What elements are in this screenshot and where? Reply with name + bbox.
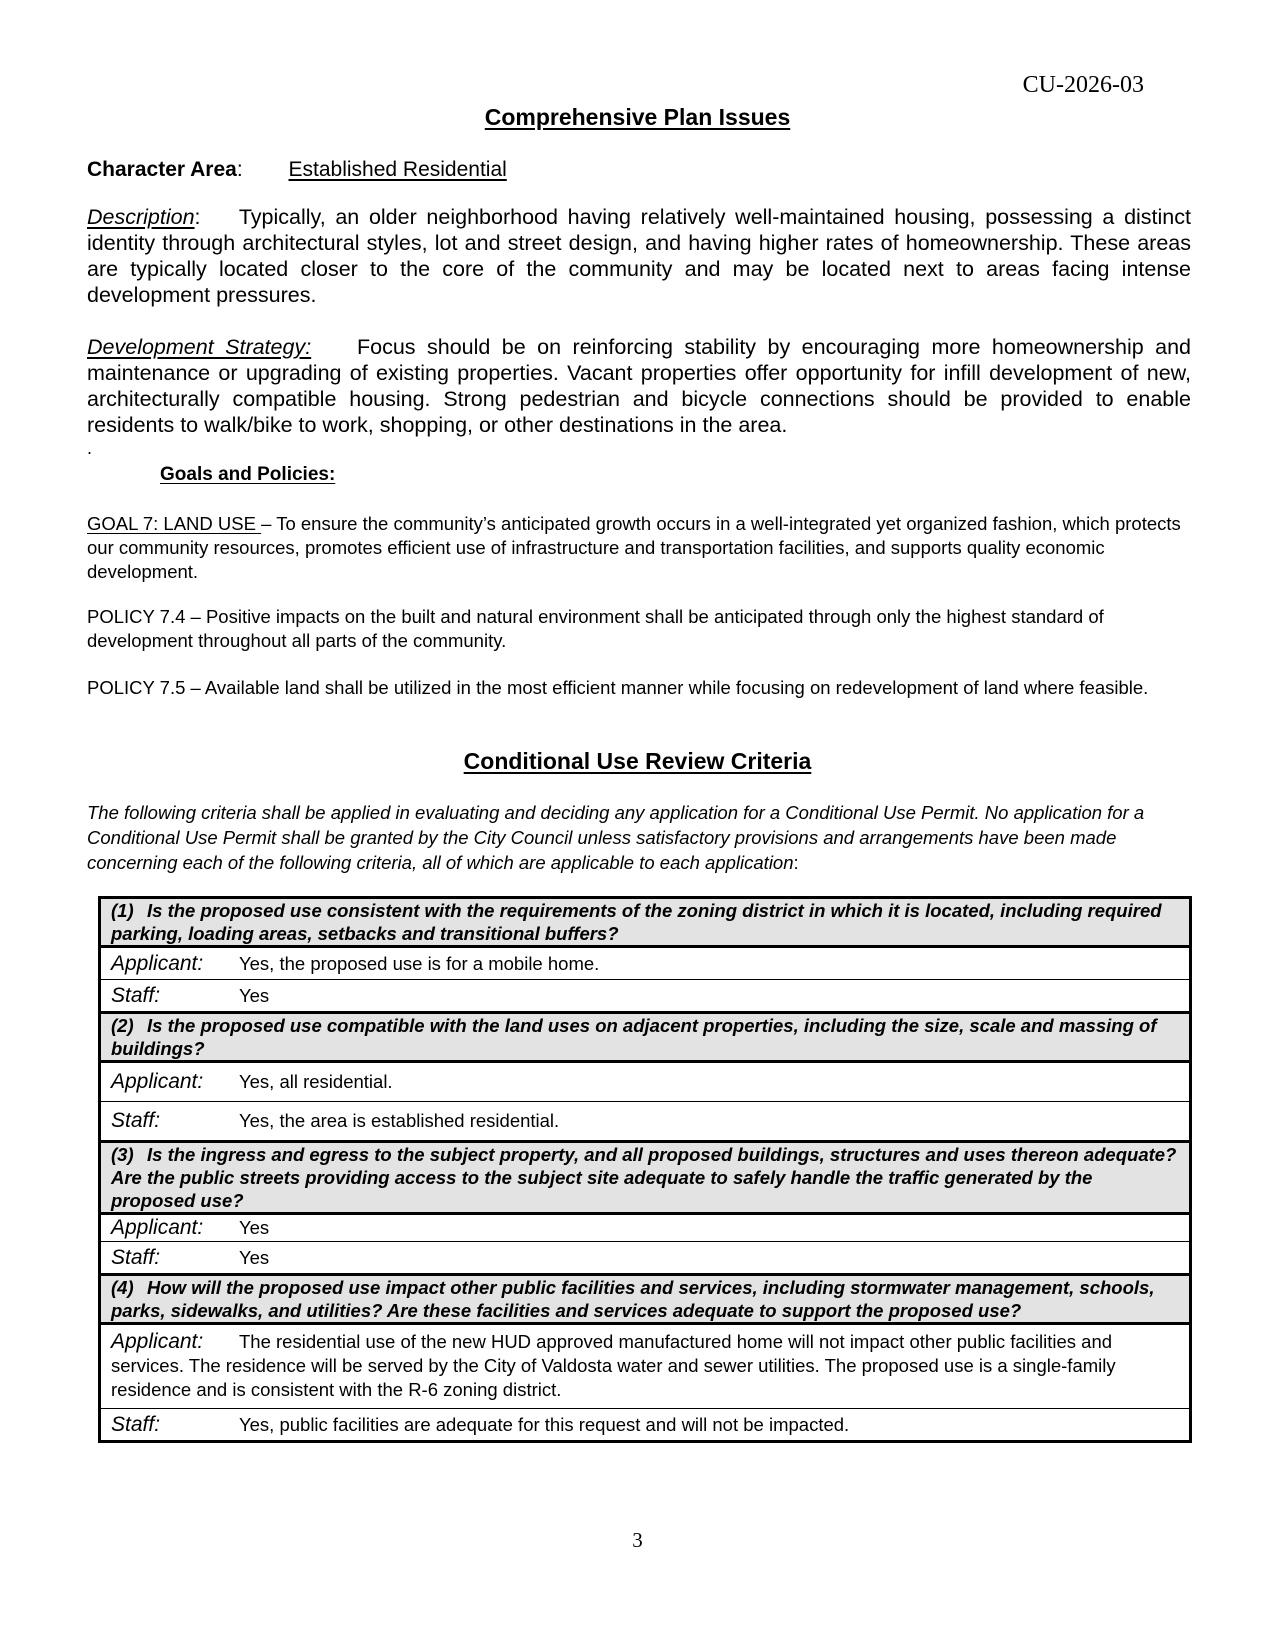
staff-label: Staff: [111,983,161,1007]
goals-policies-heading: Goals and Policies: [160,464,336,485]
criterion-question-text: Is the proposed use consistent with the requirements of the zoning district in which it is located, including required parking, loading areas, setbacks and transitional buffers? [111,900,1162,944]
applicant-response-row [100,1062,1191,1102]
applicant-response-row [100,1214,1191,1242]
applicant-response-row [100,947,1191,980]
criterion-question [100,1275,1191,1324]
criteria-intro [87,800,1191,875]
policy-7-5: POLICY 7.5 – Available land shall be utilized in the most efficient manner while focusing on redevelopment of land where feasible. [87,677,1149,698]
comprehensive-plan-heading: Comprehensive Plan Issues [484,104,791,130]
criteria-intro-text: The following criteria shall be applied in evaluating and deciding any application for a Conditional Use Permit. No application for a Conditional Use Permit shall be granted by the City Council unless satisfactory provisions and arrangements have been made concerning each of the following criteria, all of which are applicable to each application [87,802,1145,873]
goal-7-text: – To ensure the community’s anticipated growth occurs in a well-integrated yet organized fashion, which protects our community resources, promotes efficient use of infrastructure and transportation facilities, and supports quality economic development. [87,513,1181,582]
character-area-label: Character Area [87,158,237,181]
staff-label: Staff: [111,1412,161,1436]
character-area-value: Established Residential [288,158,507,181]
criterion-question-row [100,898,1191,947]
development-strategy-label: Development Strategy: [87,335,312,359]
criterion-question-text: Is the proposed use compatible with the land uses on adjacent properties, including the size, scale and massing of buildings? [111,1015,1157,1059]
criterion-number: (1) [111,900,134,921]
policy-7-4: POLICY 7.4 – Positive impacts on the built and natural environment shall be anticipated through only the highest standard of development throughout all parts of the community. [87,606,1104,651]
criteria-intro-colon: : [793,852,799,873]
criterion-question-row [100,1275,1191,1324]
staff-response-row [100,980,1191,1013]
staff-response: Yes, public facilities are adequate for this request and will not be impacted. [239,1413,850,1435]
description-text: : Typically, an older neighborhood having relatively well-maintained housing, possessing a distinct identity through architectural styles, lot and street design, and having higher rates of homeownership. These areas are typically located closer to the core of the community and may be located next to areas facing intense development pressures. [87,205,1197,307]
applicant-label: Applicant: [111,951,204,975]
applicant-response: Yes, all residential. [239,1071,393,1092]
criteria-table [98,896,1192,1443]
staff-label: Staff: [111,1109,161,1132]
stray-period: . [87,438,93,458]
development-strategy-paragraph [87,334,1197,438]
applicant-response-row [100,1324,1191,1409]
applicant-label: Applicant: [111,1216,204,1239]
criterion-number: (2) [111,1015,134,1036]
applicant-response: Yes, the proposed use is for a mobile home. [239,952,600,974]
character-area-colon: : [236,158,243,181]
staff-response-row [100,1409,1191,1442]
staff-response-row [100,1242,1191,1275]
applicant-response: The residential use of the new HUD approved manufactured home will not impact other public facilities and services. The residence will be served by the City of Valdosta water and sewer utilities. The proposed use is a single-family residence and is consistent with the R-6 zoning district. [111,1331,1116,1400]
applicant-label: Applicant: [111,1330,204,1353]
description-label: Description [87,205,195,229]
applicant-response: Yes [239,1217,270,1238]
staff-label: Staff: [111,1245,161,1269]
criterion-number: (4) [111,1277,134,1298]
criterion-question-row [100,1013,1191,1062]
page-number: 3 [632,1528,643,1552]
staff-response: Yes, the area is established residential. [239,1110,560,1131]
criterion-question [100,898,1191,947]
criterion-question-row [100,1142,1191,1214]
criterion-question [100,1142,1191,1214]
goal-7-paragraph [87,512,1191,584]
criterion-question [100,1013,1191,1062]
development-strategy-text: Focus should be on reinforcing stability by encouraging more homeownership and maintenance or upgrading of existing properties. Vacant properties offer opportunity for infill development of new, architecturally compatible housing. Strong pedestrian and bicycle connections should be provided to enable residents to walk/bike to work, shopping, or other destinations in the area. [87,335,1197,437]
description-paragraph [87,204,1197,308]
criterion-question-text: Is the ingress and egress to the subject property, and all proposed buildings, structures and uses thereon adequate? Are the public streets providing access to the subject site adequate to safely handle the traffic generated by the proposed use? [111,1144,1177,1211]
case-number: CU-2026-03 [1022,72,1144,98]
staff-response: Yes [239,984,270,1006]
criterion-question-text: How will the proposed use impact other public facilities and services, including stormwater management, schools, parks, sidewalks, and utilities? Are these facilities and services adequate to support the proposed use? [111,1277,1155,1321]
applicant-label: Applicant: [111,1070,204,1093]
staff-response: Yes [239,1246,270,1268]
conditional-use-heading: Conditional Use Review Criteria [463,748,812,774]
character-area [87,158,1191,182]
criterion-number: (3) [111,1144,134,1165]
staff-response-row [100,1102,1191,1142]
goal-7-label: GOAL 7: LAND USE [87,513,262,534]
